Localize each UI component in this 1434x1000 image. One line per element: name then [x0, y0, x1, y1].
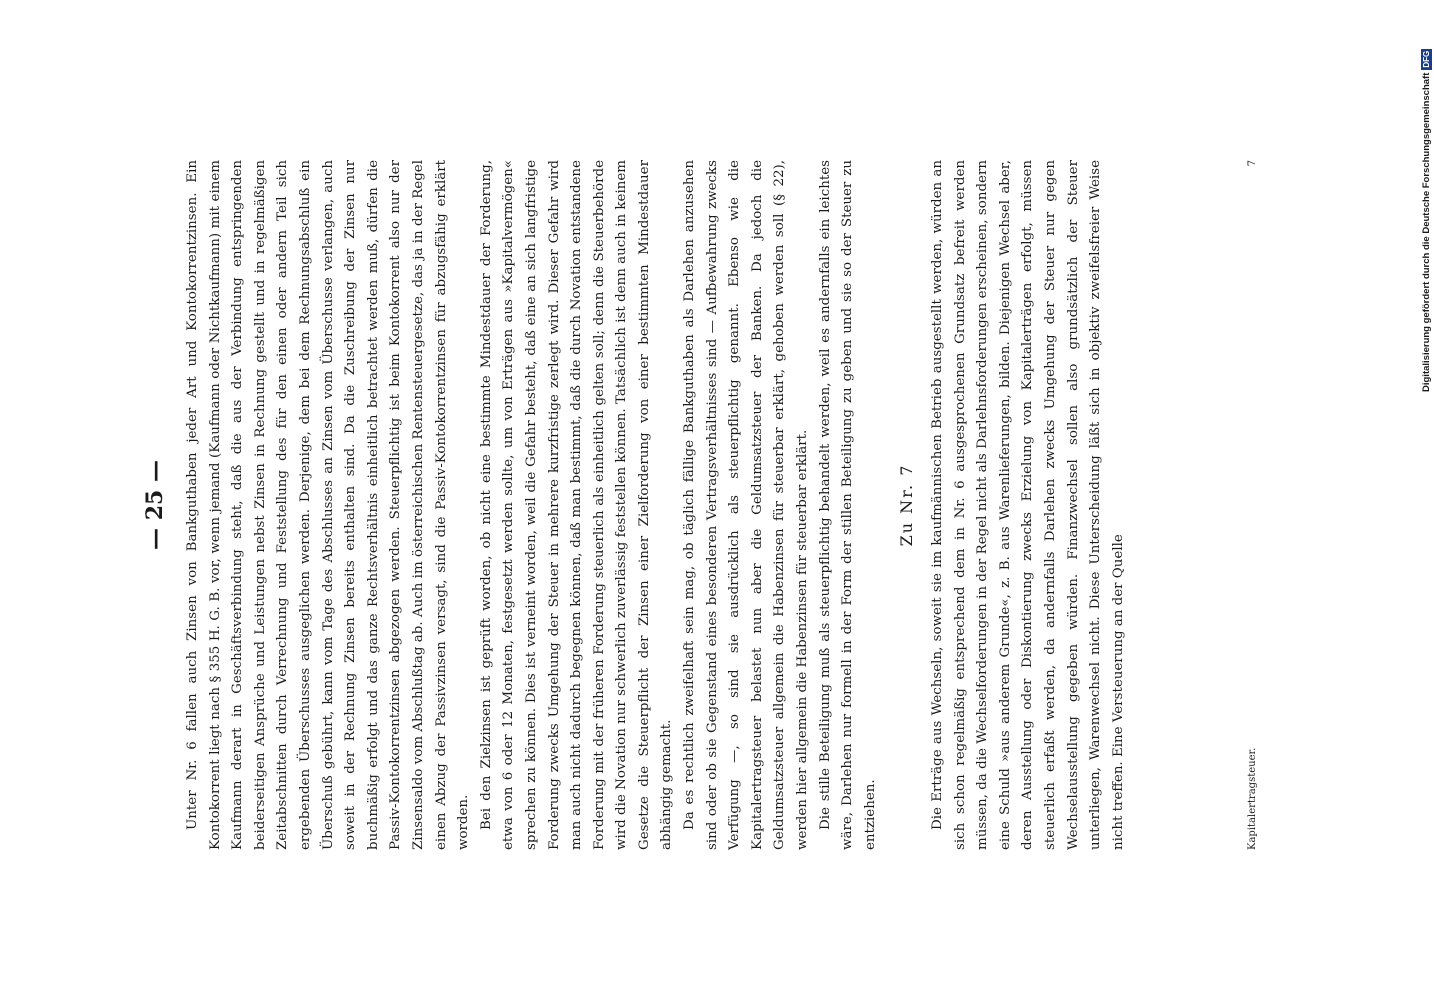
rotated-page — [142, 0, 1258, 850]
paragraph: Bei den Zielzinsen ist geprüft worden, ob nicht eine bestimmte Mindestdauer der Forderung, etwa von 6 oder 12 Monaten, festgesetzt werden sollte, um von Erträgen aus »Kapitalvermögen« sprechen zu können. Dies ist verneint worden, weil die Gefahr besteht, daß eine an sich langfristige Forderung zwecks Umgehung der Steuer in mehrere kurzfristige zerlegt wird. Dieser Gefahr wird man auch nicht dadurch begegnen können, daß man bestimmt, daß die durch Novation entstandene Forderung mit der früheren Forderung steuerlich als einheitlich gelten soll; denn die Steuerbehörde wird die Novation nur schwerlich zuverlässig feststellen können. Tatsächlich ist denn auch in keinem Gesetze die Steuerpflicht der Zinsen einer Zielforderung von einer bestimmten Mindestdauer abhängig gemacht. — [478, 160, 675, 850]
page-header: — 25 — — [142, 460, 168, 550]
paragraph: Unter Nr. 6 fallen auch Zinsen von Bankguthaben jeder Art und Kontokorrentzinsen. Ein Kontokorrent liegt nach § 355 H. G. B. vor, wenn jemand (Kaufmann oder Nichtkaufmann) mit einem Kaufmann derart in Geschäftsverbindung steht, daß die aus der Verbindung entspringenden beiderseitigen Ansprüche und Leistungen nebst Zinsen in Rechnung gestellt und in regelmäßigen Zeitabschnitten durch Verrechnung und Feststellung des für den einen oder andern Teil sich ergebenden Überschusses ausgeglichen werden. Derjenige, dem bei dem Rechnungsabschluß ein Überschuß gebührt, kann vom Tage des Abschlusses an Zinsen vom Überschusse verlangen, auch soweit in der Rechnung Zinsen bereits enthalten sind. Da die Zuschreibung der Zinsen nur buchmäßig erfolgt und das ganze Rechtsverhältnis einheitlich betrachtet werden muß, dürfen die Passiv-Kontokorrentzinsen abgezogen werden. Steuerpflichtig ist beim Kontokorrent also nur der Zinsensaldo vom Abschlußtag ab. Auch im österreichischen Rentensteuergesetze, das ja in der Regel einen Abzug der Passivzinsen versagt, sind die Passiv-Kontokorrentzinsen für abzugsfähig erklärt worden. — [185, 160, 472, 850]
sidebar-text: Digitalisierung gefördert durch die Deutsche Forschungsgemeinschaft — [1420, 72, 1432, 392]
dfg-logo-icon: DFG — [1421, 50, 1431, 68]
footer-signature: Kapitalertragsteuer. — [1247, 747, 1258, 850]
paragraph: Da es rechtlich zweifelhaft sein mag, ob täglich fällige Bankguthaben als Darlehen anzusehen sind oder ob sie Gegenstand eines besonderen Vertragsverhältnisses sind — Aufbewahrung zwecks Verfügung —, so sind sie ausdrücklich als steuerpflichtig genannt. Ebenso wie die Kapitalertragsteuer belastet nun aber die Geldumsatzsteuer der Banken. Da jedoch die Geldumsatzsteuer allgemein die Habenzinsen für steuerbar erklärt, gehoben werden soll (§ 22), werden hier allgemein die Habenzinsen für steuerbar erklärt. — [682, 160, 811, 850]
footer — [1247, 160, 1258, 850]
page-content — [142, 160, 1277, 850]
paragraph: Die Erträge aus Wechseln, soweit sie im kaufmännischen Betrieb ausgestellt werden, würden an sich schon regelmäßig entsprechend dem in Nr. 6 ausgesprochenen Grundsatz befreit werden müssen, da die Wechselforderungen in der Regel nicht als Darlehnsforderungen erscheinen, sondern eine Schuld »aus anderem Grunde«, z. B. aus Warenlieferungen, bilden. Diejenigen Wechsel aber, deren Ausstellung oder Diskontierung zwecks Erzielung von Kapitalerträgen erfolgt, müssen steuerlich erfaßt werden, da andernfalls Darlehen zwecks Umgehung der Steuer nur gegen Wechselausstellung gegeben würden. Finanzwechsel sollen also grundsätzlich der Steuer unterliegen, Warenwechsel nicht. Diese Unterscheidung läßt sich in objektiv zweifelsfreier Weise nicht treffen. Eine Versteuerung an der Quelle — [930, 160, 1126, 850]
sidebar-credit — [1418, 8, 1434, 392]
sidebar-credit-text — [1418, 8, 1434, 392]
paragraph: Die stille Beteiligung muß als steuerpflichtig behandelt werden, weil es andernfalls ein leichtes wäre, Darlehen nur formell in der Form der stillen Beteiligung zu geben und sie so der Steuer zu entziehen. — [817, 160, 878, 850]
body-text — [182, 160, 1130, 850]
footer-page-number: 7 — [1247, 160, 1258, 167]
section-heading: Zu Nr. 7 — [897, 463, 917, 547]
